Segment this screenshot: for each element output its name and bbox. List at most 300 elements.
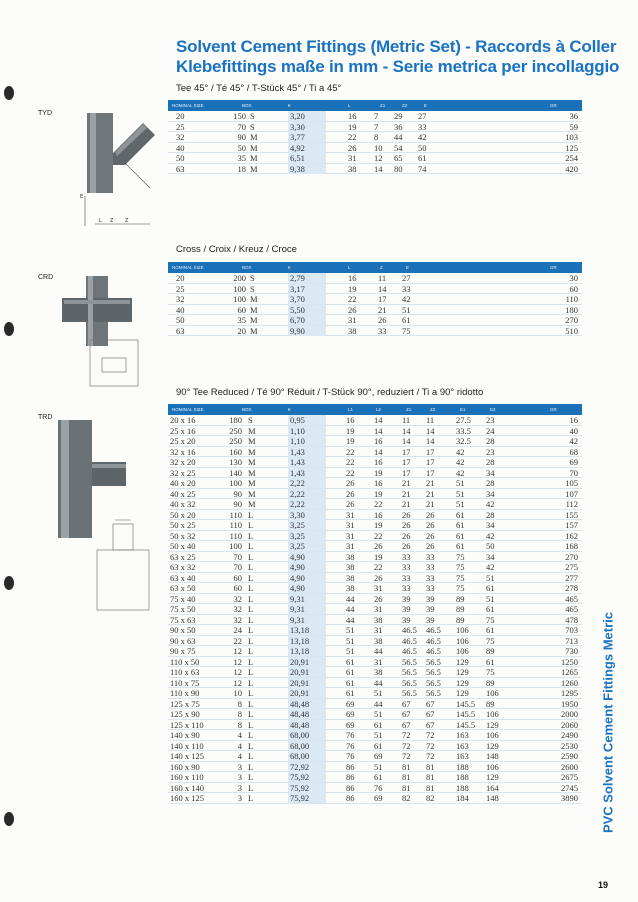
table-cell: 103 — [565, 132, 578, 142]
table-cell: 32 — [233, 614, 242, 625]
table-cell: 19 — [374, 488, 383, 499]
table-cell: 106 — [486, 709, 499, 719]
table-cell: 8 — [237, 719, 242, 730]
table-cell: 2490 — [561, 730, 578, 740]
table-cell: 145.5 — [456, 709, 476, 719]
table-row — [168, 772, 582, 783]
table-cell: 32 x 25 — [170, 467, 196, 478]
table-cell: 50 — [176, 153, 185, 163]
table-cell: 20 — [176, 111, 185, 121]
table-cell: 44 — [394, 132, 403, 142]
svg-text:Z: Z — [125, 218, 129, 224]
table-cell: 14 — [402, 425, 411, 436]
table-cell: 33 — [402, 572, 411, 583]
table-row — [168, 573, 582, 584]
table-cell: 61 — [486, 583, 495, 593]
table-cell: L — [248, 793, 254, 803]
table-cell: 32 x 20 — [170, 457, 196, 467]
table-row — [168, 699, 582, 710]
table-cell: 8 — [237, 698, 242, 709]
table-cell: 38 — [374, 635, 383, 646]
table-cell: 75 x 63 — [170, 614, 196, 625]
table-cell: 35 — [237, 153, 246, 163]
table-cell: 6,51 — [288, 153, 326, 163]
table-cell: 35 — [237, 315, 246, 325]
table-cell: 51 — [486, 572, 495, 583]
table-row — [168, 552, 582, 563]
table-cell: 9,31 — [288, 594, 326, 604]
table-row — [168, 667, 582, 678]
table-cell: 50 — [176, 315, 185, 325]
table-cell: 22 — [348, 294, 357, 304]
table-cell: 22 — [346, 457, 355, 467]
table-cell: 3 — [237, 772, 242, 782]
table-cell: 75 — [486, 614, 495, 625]
table-cell: M — [250, 294, 258, 304]
table-cell: 31 — [374, 656, 383, 667]
table-cell: 26 — [402, 509, 411, 520]
table-cell: 14 — [374, 425, 383, 436]
table-cell: 100 — [233, 294, 246, 304]
table-cell: 188 — [456, 782, 469, 793]
table-row — [168, 583, 582, 594]
table-cell: L — [248, 635, 254, 646]
column-header: BOX — [242, 265, 252, 270]
column-header: € — [288, 103, 291, 108]
table-cell: L — [248, 604, 254, 614]
table-cell: 29 — [394, 111, 403, 121]
table-cell: 16 — [346, 415, 355, 425]
column-header: Z1 — [380, 103, 386, 108]
table-cell: 12 — [233, 677, 242, 688]
table-cell: 82 — [426, 793, 435, 803]
table-cell: 2,22 — [288, 499, 326, 509]
table-row — [168, 541, 582, 552]
table-cell: 63 — [176, 163, 185, 174]
table-cell: 3,77 — [288, 132, 326, 142]
table-cell: 2000 — [561, 709, 578, 719]
table-cell: 270 — [565, 551, 578, 562]
table-cell: 90 — [237, 132, 246, 142]
table-cell: 50 — [486, 541, 495, 551]
table-cell: 39 — [402, 593, 411, 604]
table-cell: 188 — [456, 761, 469, 772]
table-row — [168, 132, 582, 143]
table-cell: 56.5 — [402, 677, 417, 688]
table-cell: 40 x 25 — [170, 488, 196, 499]
table-cell: 33 — [402, 283, 411, 294]
table-cell: 3890 — [561, 793, 578, 803]
table-cell: 63 x 25 — [170, 551, 196, 562]
table-cell: 75 — [402, 325, 411, 336]
table-cell: L — [248, 520, 254, 530]
table-cell: 61 — [456, 541, 465, 551]
table-cell: 112 — [565, 499, 578, 509]
table-cell: 200 — [233, 273, 246, 283]
table-cell: 17 — [426, 446, 435, 457]
table-cell: 2675 — [561, 772, 578, 782]
table-cell: 70 — [237, 121, 246, 132]
table-cell: S — [250, 111, 255, 121]
table-cell: 72 — [426, 730, 435, 740]
table-row — [168, 783, 582, 794]
table-cell: 21 — [378, 304, 387, 315]
table-cell: 19 — [348, 283, 357, 294]
table-header — [168, 404, 582, 415]
table-cell: 39 — [402, 614, 411, 625]
table-cell: 22 — [374, 562, 383, 572]
table-cell: L — [248, 625, 254, 635]
table-row — [168, 594, 582, 605]
table-cell: 14 — [426, 425, 435, 436]
table-cell: 72 — [402, 740, 411, 751]
table-cell: 33.5 — [456, 425, 471, 436]
table-cell: 14 — [402, 436, 411, 446]
table-cell: L — [248, 593, 254, 604]
table-cell: 33 — [378, 325, 387, 336]
table-cell: L — [248, 719, 254, 730]
table-cell: 3,25 — [288, 520, 326, 530]
table-cell: 16 — [569, 415, 578, 425]
table-cell: 2,79 — [288, 273, 326, 283]
table-cell: 145.5 — [456, 698, 476, 709]
table-row — [168, 457, 582, 468]
table-cell: 39 — [402, 604, 411, 614]
column-header: GR — [550, 407, 557, 412]
table-cell: 23 — [486, 446, 495, 457]
table-cell: 68,00 — [288, 730, 326, 740]
table-cell: 21 — [402, 499, 411, 509]
table-cell: 20,91 — [288, 678, 326, 688]
table-cell: 26 — [402, 530, 411, 541]
column-header: Z2 — [402, 103, 408, 108]
table-cell: 129 — [456, 656, 469, 667]
table-cell: 82 — [402, 793, 411, 803]
table-cell: 510 — [565, 325, 578, 336]
table-cell: 2590 — [561, 751, 578, 761]
table-cell: 34 — [486, 551, 495, 562]
table-cell: 69 — [374, 751, 383, 761]
table-cell: 40 x 32 — [170, 499, 196, 509]
table-cell: 61 — [456, 509, 465, 520]
column-header: € — [288, 407, 291, 412]
table-cell: 89 — [456, 614, 465, 625]
table-cell: 44 — [374, 677, 383, 688]
table-row — [168, 730, 582, 741]
table-cell: 76 — [346, 740, 355, 751]
table-cell: 34 — [486, 467, 495, 478]
table-cell: 81 — [402, 772, 411, 782]
table-cell: 478 — [565, 614, 578, 625]
table-cell: 51 — [456, 499, 465, 509]
table-row — [168, 415, 582, 426]
table-row — [168, 741, 582, 752]
table-cell: 46.5 — [426, 646, 441, 656]
table-cell: 90 x 50 — [170, 625, 196, 635]
table-row — [168, 646, 582, 657]
table-row — [168, 284, 582, 295]
table-cell: 163 — [456, 751, 469, 761]
table-cell: 106 — [486, 730, 499, 740]
table-row — [168, 709, 582, 720]
table-cell: 9,31 — [288, 604, 326, 614]
table-cell: 106 — [456, 646, 469, 656]
table-cell: 27 — [418, 111, 427, 121]
table-cell: 13,18 — [288, 625, 326, 635]
table-cell: 60 — [569, 283, 578, 294]
table-cell: 25 x 20 — [170, 436, 196, 446]
table-cell: 42 — [486, 530, 495, 541]
table-cell: 100 — [229, 478, 242, 488]
table-cell: 160 x 140 — [170, 782, 204, 793]
table-cell: 250 — [229, 425, 242, 436]
table-cell: 69 — [346, 719, 355, 730]
column-header: E2 — [490, 407, 496, 412]
table-cell: 56.5 — [426, 688, 441, 698]
table-cell: 25 — [176, 121, 185, 132]
table-cell: 72 — [402, 730, 411, 740]
table-cell: 703 — [565, 625, 578, 635]
table-cell: 24 — [233, 625, 242, 635]
table-cell: 69 — [346, 698, 355, 709]
table-cell: 42 — [486, 499, 495, 509]
table-cell: S — [250, 121, 255, 132]
table-cell: 14 — [374, 415, 383, 425]
table-cell: 19 — [374, 551, 383, 562]
table-cell: 22 — [348, 132, 357, 142]
table-cell: M — [250, 315, 258, 325]
table-cell: 76 — [374, 782, 383, 793]
table-cell: 1,10 — [288, 426, 326, 436]
table-cell: 21 — [402, 478, 411, 488]
table-row — [168, 562, 582, 573]
table-cell: L — [248, 646, 254, 656]
table-cell: 20 — [176, 273, 185, 283]
table-cell: 51 — [456, 478, 465, 488]
binder-hole — [4, 322, 14, 336]
table-cell: 67 — [426, 719, 435, 730]
table-row — [168, 510, 582, 521]
table-cell: 67 — [402, 698, 411, 709]
table-cell: 13,18 — [288, 636, 326, 646]
table-row — [168, 153, 582, 164]
table-cell: L — [248, 667, 254, 677]
table-cell: 110 x 50 — [170, 656, 200, 667]
table-cell: 125 x 110 — [170, 719, 204, 730]
table-cell: 38 — [348, 325, 357, 336]
table-cell: 51 — [374, 730, 383, 740]
table-cell: 160 x 110 — [170, 772, 204, 782]
tee45-product-image — [55, 108, 165, 233]
table-cell: 107 — [565, 488, 578, 499]
table-cell: 164 — [486, 782, 499, 793]
table-cell: 129 — [456, 667, 469, 677]
table-cell: 75 — [486, 667, 495, 677]
cross-product-image — [50, 268, 162, 390]
table-cell: 20 — [237, 325, 246, 336]
table-cell: 12 — [233, 646, 242, 656]
table-cell: 270 — [565, 315, 578, 325]
table-row — [168, 499, 582, 510]
table-cell: 3 — [237, 793, 242, 803]
table-cell: 33 — [402, 583, 411, 593]
table-cell: 46.5 — [402, 646, 417, 656]
table-cell: 81 — [402, 782, 411, 793]
table-cell: S — [248, 415, 253, 425]
table-row — [168, 657, 582, 668]
table-cell: 3 — [237, 761, 242, 772]
sidebar-label — [593, 570, 617, 880]
table-cell: 465 — [565, 604, 578, 614]
table-cell: M — [248, 499, 256, 509]
table-cell: 38 — [374, 667, 383, 677]
table-cell: M — [250, 163, 258, 174]
table-cell: 2745 — [561, 782, 578, 793]
table-cell: 140 — [229, 467, 242, 478]
table-cell: 1260 — [561, 677, 578, 688]
table-cell: 69 — [346, 709, 355, 719]
table-cell: 61 — [374, 719, 383, 730]
table-cell: 38 — [346, 551, 355, 562]
table-cell: 30 — [569, 273, 578, 283]
table-row — [168, 447, 582, 458]
table-cell: 74 — [418, 163, 427, 174]
table-cell: 14 — [374, 446, 383, 457]
table-cell: 180 — [565, 304, 578, 315]
table-cell: 125 — [565, 142, 578, 153]
table-cell: 32 — [176, 132, 185, 142]
table-cell: 46.5 — [402, 635, 417, 646]
table-row — [168, 604, 582, 615]
table-cell: 75 — [456, 551, 465, 562]
table-cell: 72 — [426, 740, 435, 751]
table-cell: 18 — [237, 163, 246, 174]
svg-text:L: L — [99, 218, 102, 224]
table-cell: M — [248, 467, 256, 478]
table-cell: 22 — [374, 499, 383, 509]
column-header: L — [348, 265, 351, 270]
table-cell: M — [250, 153, 258, 163]
table-cell: 3,30 — [288, 122, 326, 132]
column-header: E1 — [460, 407, 466, 412]
table-cell: 75,92 — [288, 793, 326, 803]
table-cell: 160 x 125 — [170, 793, 204, 803]
table-cell: 68,00 — [288, 741, 326, 751]
product-code-tyd: TYD — [38, 110, 52, 117]
table-cell: S — [250, 273, 255, 283]
table-cell: 60 — [237, 304, 246, 315]
table-cell: 51 — [374, 688, 383, 698]
column-header: E — [424, 103, 428, 108]
table-cell: 40 — [176, 304, 185, 315]
table-tee-reduced — [168, 404, 582, 804]
table-row — [168, 315, 582, 326]
table-cell: 106 — [486, 688, 499, 698]
table-cell: 75 x 40 — [170, 593, 196, 604]
table-cell: L — [248, 782, 254, 793]
table-cell: 145.5 — [456, 719, 476, 730]
table-cell: 31 — [346, 520, 355, 530]
table-cell: 2600 — [561, 761, 578, 772]
table-cell: 2530 — [561, 740, 578, 751]
table-cell: 32 — [176, 294, 185, 304]
table-cell: 26 — [378, 315, 387, 325]
table-cell: 20,91 — [288, 667, 326, 677]
table-cell: 21 — [426, 488, 435, 499]
table-cell: 56.5 — [402, 667, 417, 677]
table-cell: 69 — [569, 457, 578, 467]
table-cell: 32.5 — [456, 436, 471, 446]
table-cell: 277 — [565, 572, 578, 583]
page-number: 19 — [598, 880, 609, 890]
table-cell: 21 — [426, 499, 435, 509]
table-cell: 89 — [486, 677, 495, 688]
table-cell: 3,70 — [288, 294, 326, 304]
table-cell: 19 — [374, 520, 383, 530]
table-cell: 12 — [233, 656, 242, 667]
table-cell: 254 — [565, 153, 578, 163]
table-cell: 20,91 — [288, 688, 326, 698]
table-cell: 24 — [486, 425, 495, 436]
table-cell: 2060 — [561, 719, 578, 730]
table-cell: 4 — [237, 740, 242, 751]
table-cell: 4,90 — [288, 573, 326, 583]
table-cell: L — [248, 551, 254, 562]
table-cell: 2,22 — [288, 489, 326, 499]
table-cell: L — [248, 562, 254, 572]
table-cell: 36 — [394, 121, 403, 132]
table-cell: 28 — [486, 436, 495, 446]
table-cell: 86 — [346, 782, 355, 793]
table-cell: 61 — [456, 520, 465, 530]
table-cell: 20 x 16 — [170, 415, 196, 425]
table-cell: L — [248, 751, 254, 761]
table-cell: 4,90 — [288, 552, 326, 562]
table-cell: 40 — [176, 142, 185, 153]
table-cell: 33 — [426, 551, 435, 562]
table-cell: 110 — [229, 509, 242, 520]
table-row — [168, 426, 582, 437]
table-cell: 38 — [346, 572, 355, 583]
table-cell: 33 — [402, 562, 411, 572]
table-row — [168, 720, 582, 731]
table-cell: 110 x 90 — [170, 688, 200, 698]
table-row — [168, 273, 582, 284]
table-cell: 713 — [565, 635, 578, 646]
table-cell: L — [248, 541, 254, 551]
table-cell: 14 — [378, 283, 387, 294]
table-cell: 100 — [229, 541, 242, 551]
table-cell: 3 — [237, 782, 242, 793]
table-cell: 76 — [346, 730, 355, 740]
table-cell: 42 — [486, 562, 495, 572]
binder-hole — [4, 576, 14, 590]
table-row — [168, 688, 582, 699]
table-cell: 44 — [374, 698, 383, 709]
table-cell: 129 — [486, 772, 499, 782]
column-header: Z1 — [406, 407, 412, 412]
table-cell: 89 — [486, 698, 495, 709]
table-cell: 16 — [374, 457, 383, 467]
table-cell: 106 — [486, 761, 499, 772]
table-cell: 129 — [456, 677, 469, 688]
table-cell: 51 — [346, 625, 355, 635]
table-cell: 86 — [346, 793, 355, 803]
table-cell: 14 — [374, 163, 383, 174]
table-cell: 130 — [229, 457, 242, 467]
table-cell: 42 — [456, 446, 465, 457]
table-cell: M — [248, 446, 256, 457]
